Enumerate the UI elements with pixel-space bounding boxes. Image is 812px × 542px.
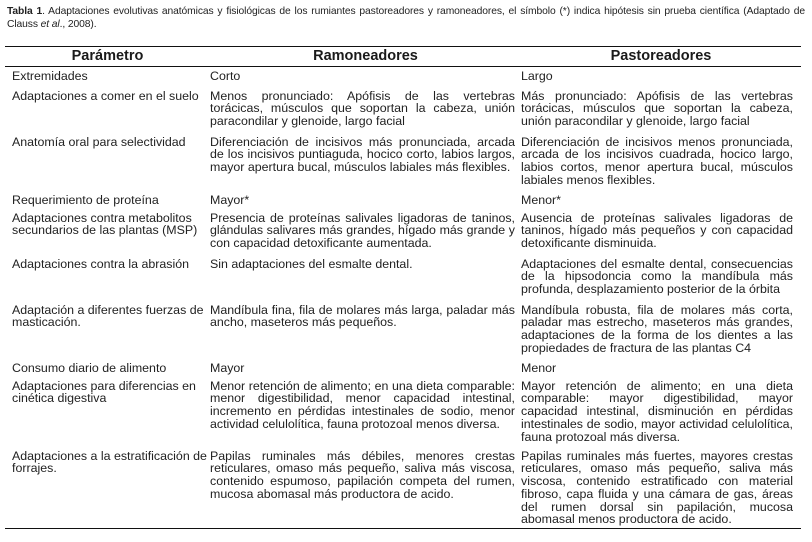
table-body (5, 67, 801, 529)
cell-parameter: Adaptación a diferentes fuerzas de masticación. (12, 302, 204, 330)
cell-pastoreadores: Mandíbula robusta, fila de molares más corta, paladar mas estrecho, maseteros más grandes, adaptaciones de la forma de los dientes a las propiedades de fractura de las plantas C4 (521, 302, 793, 355)
cell-ramoneadores: Mayor (210, 360, 245, 375)
cell-parameter: Adaptaciones a la estratificación de forrajes. (12, 448, 207, 476)
comparison-table (5, 46, 801, 529)
cell-ramoneadores: Presencia de proteínas salivales ligadoras de taninos, glándulas salivares más grandes, hígado más grande y con capacidad detoxificante aumentada. (210, 210, 515, 251)
table-row (5, 377, 801, 447)
cell-ramoneadores: Menor retención de alimento; en una dieta comparable: menor digestibilidad, menor capacidad intestinal, incremento en pérdidas intestinales de sodio, menor actividad celulolítica, fauna protozoal menos diversa. (210, 378, 515, 431)
cell-pastoreadores: Menor* (521, 192, 561, 207)
table-row (5, 209, 801, 255)
cell-pastoreadores: Ausencia de proteínas salivales ligadoras de taninos, hígado más pequeños y con capacidad detoxificante disminuida. (521, 210, 793, 251)
cell-ramoneadores: Papilas ruminales más débiles, menores crestas reticulares, omaso más pequeño, saliva más viscosa, contenido espumoso, papilación competa del rumen, mucosa abomasal más productora de acido. (210, 448, 515, 501)
cell-parameter: Adaptaciones contra la abrasión (12, 256, 190, 271)
cell-pastoreadores: Menor (521, 360, 557, 375)
cell-parameter: Adaptaciones para diferencias en cinética digestiva (12, 378, 196, 406)
cell-ramoneadores: Menos pronunciado: Apófisis de las vertebras torácicas, músculos que soportan la cabeza, unión paracondilar y glenoide, largo facial (210, 88, 515, 129)
table-caption (7, 5, 805, 31)
cell-parameter: Consumo diario de alimento (12, 360, 167, 375)
caption-text-end: ., 2008). (59, 19, 97, 30)
table-label: Tabla 1 (7, 6, 43, 17)
table-row (5, 255, 801, 301)
table-row (5, 191, 801, 209)
cell-ramoneadores: Sin adaptaciones del esmalte dental. (210, 256, 413, 271)
caption-italic-et-al: et al (40, 19, 60, 30)
cell-ramoneadores: Mayor* (210, 192, 250, 207)
caption-text: . Adaptaciones evolutivas anatómicas y fisiológicas de los rumiantes pastoreadores y ramoneadores, el símbolo (*) indica hipótesis sin prueba científica (Adaptado de Clauss (7, 6, 805, 30)
cell-ramoneadores: Mandíbula fina, fila de molares más larga, paladar más ancho, maseteros más pequeños. (210, 302, 515, 330)
table-header (5, 47, 801, 67)
cell-pastoreadores: Más pronunciado: Apófisis de las vertebras torácicas, músculos que soportan la cabeza, unión paracondilar y glenoide, largo facial (521, 88, 793, 129)
cell-pastoreadores: Papilas ruminales más fuertes, mayores crestas reticulares, omaso más pequeño, saliva más viscosa, contenido estratificado con material fibroso, capa fluida y una cámara de gas, áreas del rumen dorsal sin papilación, mucosa abomasal menos productora de acido. (521, 448, 793, 527)
cell-pastoreadores: Mayor retención de alimento; en una dieta comparable: mayor digestibilidad, mayor capacidad intestinal, disminución en pérdidas intestinales de sodio, mayor actividad celulolítica, fauna protozoal más diversa. (521, 378, 793, 444)
table-row (5, 133, 801, 191)
cell-pastoreadores: Diferenciación de incisivos menos pronunciada, arcada de los incisivos cuadrada, hocico largo, labios cortos, menor apertura bucal, músculos labiales menos flexibles. (521, 134, 793, 187)
header-pastoreadores: Pastoreadores (610, 48, 712, 65)
table-row (5, 447, 801, 529)
cell-ramoneadores: Diferenciación de incisivos más pronunciada, arcada de los incisivos puntiaguda, hocico corto, labios largos, mayor apertura bucal, músculos labiales más flexibles. (210, 134, 515, 175)
table-row (5, 301, 801, 359)
cell-ramoneadores: Corto (210, 69, 241, 83)
cell-parameter: Adaptaciones a comer en el suelo (12, 88, 199, 103)
table-row (5, 87, 801, 133)
cell-parameter: Extremidades (12, 69, 88, 83)
header-ramoneadores: Ramoneadores (313, 48, 418, 65)
cell-pastoreadores: Largo (521, 69, 553, 83)
cell-pastoreadores: Adaptaciones del esmalte dental, consecuencias de la hipsodoncia como la mandíbula más profunda, desplazamiento posterior de la órbita (521, 256, 793, 297)
table-row (5, 67, 801, 87)
header-parametro: Parámetro (71, 48, 144, 65)
cell-parameter: Adaptaciones contra metabolitos secundarios de las plantas (MSP) (12, 210, 198, 238)
cell-parameter: Requerimiento de proteína (12, 192, 159, 207)
cell-parameter: Anatomía oral para selectividad (12, 134, 186, 149)
header-row (5, 47, 801, 67)
table-row (5, 359, 801, 377)
